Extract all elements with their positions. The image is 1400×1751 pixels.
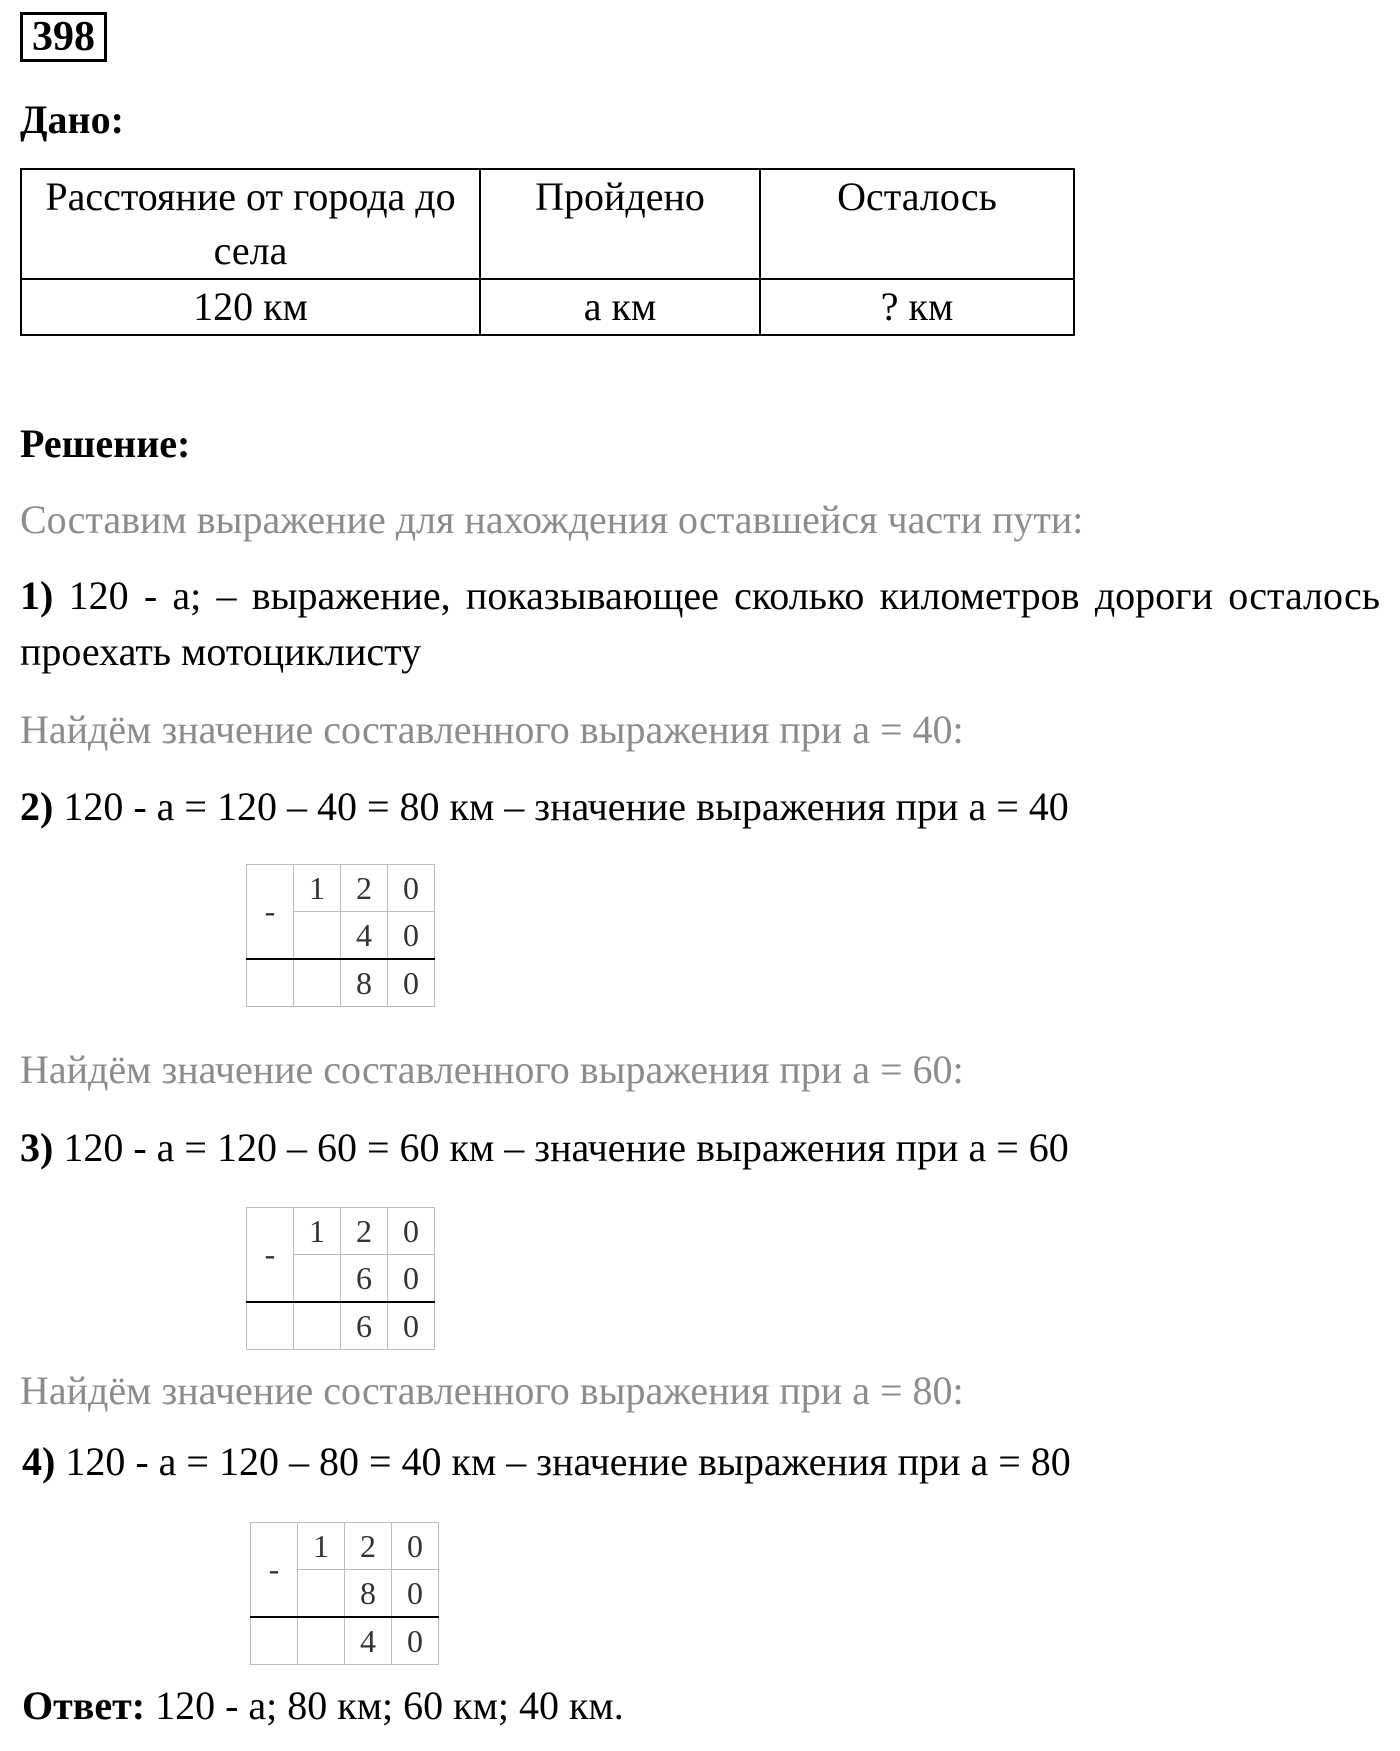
digit: 1 bbox=[298, 1523, 345, 1570]
empty-cell bbox=[251, 1617, 298, 1665]
digit: 0 bbox=[388, 959, 435, 1007]
step-4-number: 4) bbox=[22, 1439, 56, 1484]
digit: 6 bbox=[341, 1302, 388, 1350]
find-line-80: Найдём значение составленного выражения при а = 80: bbox=[20, 1368, 964, 1413]
digit: 6 bbox=[341, 1255, 388, 1303]
digit: 2 bbox=[345, 1523, 392, 1570]
step-1 bbox=[20, 568, 1380, 680]
digit: 0 bbox=[388, 912, 435, 960]
subtraction-grid-60 bbox=[246, 1207, 435, 1350]
digit: 2 bbox=[341, 1208, 388, 1255]
header-remaining: Осталось bbox=[760, 169, 1074, 279]
digit bbox=[294, 959, 341, 1007]
digit bbox=[298, 1617, 345, 1665]
digit: 0 bbox=[392, 1570, 439, 1618]
find-line-60: Найдём значение составленного выражения при а = 60: bbox=[20, 1047, 964, 1092]
digit: 4 bbox=[345, 1617, 392, 1665]
value-remaining: ? км bbox=[760, 279, 1074, 335]
empty-cell bbox=[247, 959, 294, 1007]
digit: 8 bbox=[345, 1570, 392, 1618]
given-table bbox=[20, 168, 1075, 336]
digit: 1 bbox=[294, 865, 341, 912]
digit: 0 bbox=[388, 1302, 435, 1350]
find-line-40: Найдём значение составленного выражения при а = 40: bbox=[20, 707, 964, 752]
step-3 bbox=[20, 1124, 1069, 1171]
digit: 0 bbox=[388, 1255, 435, 1303]
step-2 bbox=[20, 783, 1069, 830]
step-1-text: 120 - а; – выражение, показывающее сколько километров дороги осталось проехать мотоциклисту bbox=[20, 573, 1380, 674]
header-distance: Расстояние от города до села bbox=[21, 169, 480, 279]
step-3-text: 120 - а = 120 – 60 = 60 км – значение выражения при а = 60 bbox=[63, 1125, 1069, 1170]
value-distance: 120 км bbox=[21, 279, 480, 335]
digit bbox=[294, 912, 341, 960]
given-table-value-row bbox=[21, 279, 1074, 335]
digit: 2 bbox=[341, 865, 388, 912]
given-heading: Дано: bbox=[20, 97, 124, 142]
digit bbox=[294, 1302, 341, 1350]
digit: 8 bbox=[341, 959, 388, 1007]
digit: 0 bbox=[388, 1208, 435, 1255]
digit: 0 bbox=[388, 865, 435, 912]
minus-sign: - bbox=[251, 1523, 298, 1618]
subtraction-grid-80 bbox=[250, 1522, 439, 1665]
step-3-number: 3) bbox=[20, 1125, 54, 1170]
step-1-number: 1) bbox=[20, 573, 54, 618]
step-2-number: 2) bbox=[20, 784, 54, 829]
empty-cell bbox=[247, 1302, 294, 1350]
step-4 bbox=[22, 1438, 1071, 1485]
given-table-header-row bbox=[21, 169, 1074, 279]
solution-intro: Составим выражение для нахождения оставшейся части пути: bbox=[20, 497, 1084, 542]
minus-sign: - bbox=[247, 865, 294, 960]
digit bbox=[298, 1570, 345, 1618]
digit: 1 bbox=[294, 1208, 341, 1255]
header-passed: Пройдено bbox=[480, 169, 760, 279]
digit: 4 bbox=[341, 912, 388, 960]
digit: 0 bbox=[392, 1523, 439, 1570]
solution-heading: Решение: bbox=[20, 421, 191, 466]
answer-line bbox=[22, 1682, 624, 1729]
step-4-text: 120 - а = 120 – 80 = 40 км – значение выражения при а = 80 bbox=[65, 1439, 1071, 1484]
answer-text: 120 - а; 80 км; 60 км; 40 км. bbox=[155, 1683, 624, 1728]
value-passed: а км bbox=[480, 279, 760, 335]
minus-sign: - bbox=[247, 1208, 294, 1303]
digit bbox=[294, 1255, 341, 1303]
task-number: 398 bbox=[20, 12, 107, 62]
subtraction-grid-40 bbox=[246, 864, 435, 1007]
digit: 0 bbox=[392, 1617, 439, 1665]
step-2-text: 120 - а = 120 – 40 = 80 км – значение выражения при а = 40 bbox=[63, 784, 1069, 829]
answer-label: Ответ: bbox=[22, 1683, 146, 1728]
